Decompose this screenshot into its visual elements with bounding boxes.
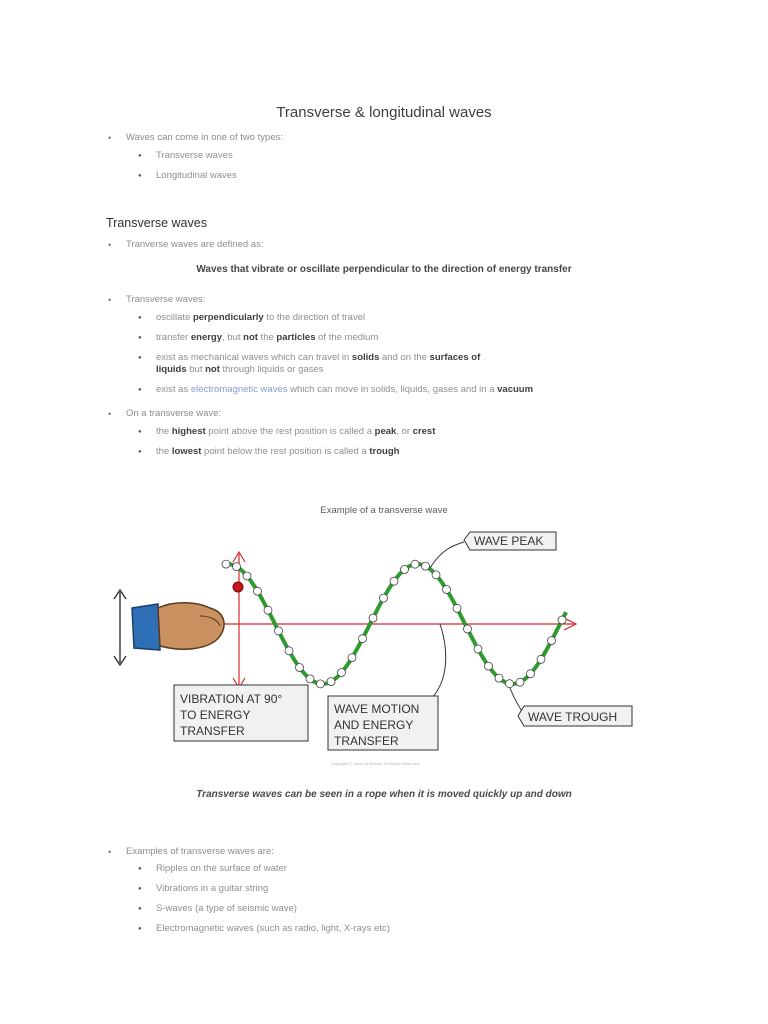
properties-intro: Transverse waves: — [126, 294, 206, 305]
list-item: ● exist as electromagnetic waves which can move in solids, liquids, gases and in a vacuum — [138, 384, 708, 396]
transverse-wave-diagram — [100, 520, 660, 770]
motion-pointer-line — [430, 624, 446, 700]
hand-motion-arrow-icon — [114, 590, 126, 665]
rope-bead — [411, 560, 419, 568]
svg-text:VIBRATION AT 90°: VIBRATION AT 90° — [180, 692, 283, 706]
wave-trough-label — [518, 706, 632, 726]
svg-text:TO ENERGY: TO ENERGY — [180, 708, 251, 722]
svg-text:WAVE TROUGH: WAVE TROUGH — [528, 710, 618, 724]
list-item: ● Vibrations in a guitar string — [138, 883, 708, 895]
defined-list — [108, 238, 708, 252]
list-item: ● exist as mechanical waves which can travel in solids and on the surfaces of liquids but not through liquids or gases — [138, 352, 708, 376]
rope-bead — [474, 645, 482, 653]
properties-item — [108, 293, 708, 396]
list-item: ● Electromagnetic waves (such as radio, light, X-rays etc) — [138, 923, 708, 935]
properties-list — [108, 293, 708, 404]
svg-text:WAVE PEAK: WAVE PEAK — [474, 534, 544, 548]
section-heading: Transverse waves — [106, 216, 207, 230]
rope-bead — [327, 678, 335, 686]
list-item: ● S-waves (a type of seismic wave) — [138, 903, 708, 915]
rope-bead — [453, 604, 461, 612]
rope-bead — [254, 587, 262, 595]
list-item: ● oscillate perpendicularly to the direction of travel — [138, 312, 708, 324]
copyright-text: Copyright © Save My Exams. All Rights Reserved — [330, 761, 420, 766]
travel-direction-arrow-icon — [210, 618, 576, 630]
rope-bead — [432, 571, 440, 579]
vibration-label — [174, 685, 308, 741]
rope-bead — [233, 563, 241, 571]
rope-bead — [285, 647, 293, 655]
rope-bead — [558, 616, 566, 624]
figure-caption: Transverse waves can be seen in a rope when it is moved quickly up and down — [196, 789, 572, 800]
list-item: ● the highest point above the rest position is called a peak, or crest — [138, 426, 708, 438]
rope-bead — [317, 680, 325, 688]
examples-intro: Examples of transverse waves are: — [126, 846, 274, 857]
rope-bead — [485, 662, 493, 670]
hand-icon — [132, 603, 224, 650]
rope-bead — [464, 625, 472, 633]
wave-motion-label — [328, 696, 438, 750]
wave-peak-label — [464, 532, 556, 550]
page-title: Transverse & longitudinal waves — [276, 104, 492, 121]
rope-bead — [506, 680, 514, 688]
on-wave-list — [108, 407, 708, 466]
rope-bead — [495, 674, 503, 682]
on-wave-item — [108, 407, 708, 458]
peak-pointer-line — [430, 542, 464, 568]
svg-text:TRANSFER: TRANSFER — [334, 734, 399, 748]
list-item: ● transfer energy, but not the particles of the medium — [138, 332, 708, 344]
rope-bead — [275, 627, 283, 635]
rope-bead — [401, 566, 409, 574]
intro-item — [108, 131, 708, 182]
rope-bead — [222, 560, 230, 568]
rope-bead — [243, 572, 251, 580]
on-wave-intro: On a transverse wave: — [126, 408, 222, 419]
list-item: ● Longitudinal waves — [138, 170, 708, 182]
rope-bead — [537, 655, 545, 663]
svg-text:AND ENERGY: AND ENERGY — [334, 718, 414, 732]
svg-text:TRANSFER: TRANSFER — [180, 724, 245, 738]
rope-bead — [390, 577, 398, 585]
rope-bead — [338, 669, 346, 677]
rope-bead — [516, 678, 524, 686]
list-item: ● Transverse waves — [138, 150, 708, 162]
examples-item — [108, 845, 708, 935]
rope-bead — [380, 594, 388, 602]
rope-bead — [369, 614, 377, 622]
rope-bead — [548, 637, 556, 645]
definition-text: Waves that vibrate or oscillate perpendicular to the direction of energy transfer — [196, 264, 572, 275]
rope-bead — [422, 562, 430, 570]
marker-bead — [233, 582, 243, 592]
svg-text:WAVE MOTION: WAVE MOTION — [334, 702, 420, 716]
electromagnetic-waves-link[interactable]: electromagnetic waves — [190, 384, 288, 395]
intro-text: Waves can come in one of two types: — [126, 132, 284, 143]
list-item: • Tranverse waves are defined as: — [108, 238, 708, 252]
figure-title: Example of a transverse wave — [320, 505, 448, 516]
list-item: ● the lowest point below the rest position is called a trough — [138, 446, 708, 458]
examples-list — [108, 845, 708, 943]
list-item: ● Ripples on the surface of water — [138, 863, 708, 875]
rope-bead — [264, 606, 272, 614]
rope-bead — [527, 670, 535, 678]
intro-list — [108, 131, 708, 190]
rope-bead — [348, 654, 356, 662]
rope-bead — [359, 635, 367, 643]
rope-bead — [306, 675, 314, 683]
rope-bead — [443, 586, 451, 594]
rope-bead — [296, 664, 304, 672]
